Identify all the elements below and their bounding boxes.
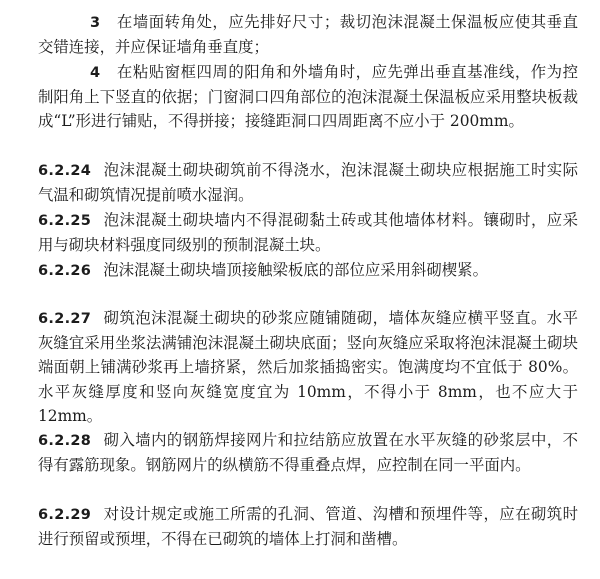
clause-number: 6.2.24 [38, 163, 92, 179]
item-number: 3 [90, 15, 101, 31]
clause-6-2-25 [38, 208, 578, 257]
clause-6-2-29 [38, 502, 578, 551]
item-text: 在墙面转角处，应先排好尺寸；裁切泡沫混凝土保温板应使其垂直交错连接，并应保证墙角垂直度； [38, 13, 578, 57]
clause-6-2-26 [38, 258, 578, 283]
item-number: 4 [90, 65, 101, 81]
item-text: 在粘贴窗框四周的阳角和外墙角时，应先弹出垂直基准线，作为控制阳角上下竖直的依据；门窗洞口四角部位的泡沫混凝土保温板应采用整块板裁成“L”形进行铺贴，不得拼接；接缝距洞口四周距离不应小于 200mm。 [38, 63, 578, 131]
clause-text: 泡沫混凝土砌块墙内不得混砌黏土砖或其他墙体材料。镶砌时，应采用与砌块材料强度同级别的预制混凝土块。 [38, 211, 578, 255]
list-item-4 [38, 60, 578, 134]
list-item-3 [38, 10, 578, 59]
clause-text: 泡沫混凝土砌块砌筑前不得浇水，泡沫混凝土砌块应根据施工时实际气温和砌筑情况提前喷水湿润。 [38, 161, 578, 205]
clause-number: 6.2.27 [38, 311, 92, 327]
clause-text: 泡沫混凝土砌块墙顶接触梁板底的部位应采用斜砌楔紧。 [103, 261, 488, 279]
clause-6-2-24 [38, 158, 578, 207]
clause-6-2-28 [38, 428, 578, 477]
clause-text: 砌筑泡沫混凝土砌块的砂浆应随铺随砌，墙体灰缝应横平竖直。水平灰缝宜采用坐浆法满铺泡沫混凝土砌块底面；竖向灰缝应采取将泡沫混凝土砌块端面朝上铺满砂浆再上墙挤紧，然后加浆插捣密实。饱满度均不宜低于 80%。水平灰缝厚度和竖向灰缝宽度宜为 10mm，不得小于 8mm，也不应大于 12mm。 [38, 309, 578, 425]
clause-number: 6.2.28 [38, 433, 92, 449]
clause-number: 6.2.25 [38, 213, 92, 229]
clause-number: 6.2.26 [38, 263, 92, 279]
clause-number: 6.2.29 [38, 507, 92, 523]
clause-text: 对设计规定或施工所需的孔洞、管道、沟槽和预埋件等，应在砌筑时进行预留或预埋，不得在已砌筑的墙体上打洞和凿槽。 [38, 505, 578, 549]
clause-6-2-27 [38, 306, 578, 428]
clause-text: 砌入墙内的钢筋焊接网片和拉结筋应放置在水平灰缝的砂浆层中，不得有露筋现象。钢筋网片的纵横筋不得重叠点焊，应控制在同一平面内。 [38, 431, 578, 475]
